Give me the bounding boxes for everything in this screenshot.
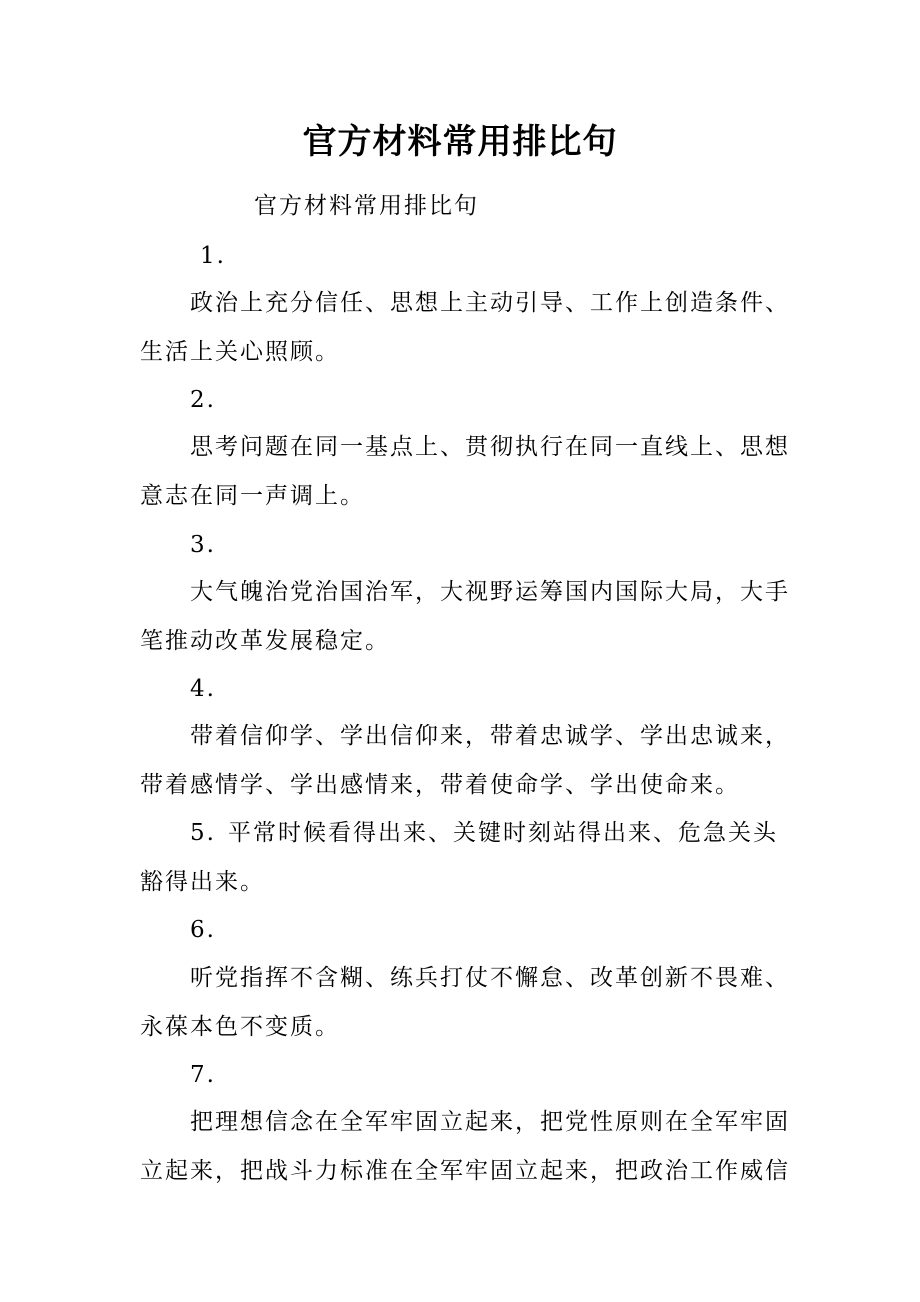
item-number-2: 2. (190, 387, 216, 413)
item-2-line-1: 思考问题在同一基点上、贯彻执行在同一直线上、思想 (190, 434, 790, 460)
document-subtitle: 官方材料常用排比句 (254, 193, 479, 219)
item-number-3: 3. (190, 532, 216, 558)
item-1-line-2: 生活上关心照顾。 (140, 339, 340, 365)
item-5-line-1: 平常时候看得出来、关键时刻站得出来、危急关头 (228, 820, 778, 846)
item-3-line-2: 笔推动改革发展稳定。 (140, 628, 390, 654)
item-3-line-1: 大气魄治党治国治军，大视野运筹国内国际大局，大手 (190, 579, 790, 605)
item-7-line-2: 立起来，把战斗力标准在全军牢固立起来，把政治工作威信 (140, 1158, 790, 1184)
item-1-line-1: 政治上充分信任、思想上主动引导、工作上创造条件、 (190, 290, 790, 316)
item-5-line-2: 豁得出来。 (140, 869, 265, 895)
document-title: 官方材料常用排比句 (302, 122, 618, 162)
item-4-line-2: 带着感情学、学出感情来，带着使命学、学出使命来。 (140, 772, 740, 798)
item-number-6: 6. (190, 917, 216, 943)
item-number-7: 7. (190, 1062, 216, 1088)
item-4-line-1: 带着信仰学、学出信仰来，带着忠诚学、学出忠诚来， (190, 723, 790, 749)
item-number-1: 1. (200, 243, 226, 269)
item-6-line-2: 永葆本色不变质。 (140, 1014, 340, 1040)
item-6-line-1: 听党指挥不含糊、练兵打仗不懈怠、改革创新不畏难、 (190, 965, 790, 991)
item-2-line-2: 意志在同一声调上。 (140, 483, 365, 509)
item-number-5: 5. (190, 820, 216, 846)
item-7-line-1: 把理想信念在全军牢固立起来，把党性原则在全军牢固 (190, 1109, 790, 1135)
item-number-4: 4. (190, 676, 216, 702)
